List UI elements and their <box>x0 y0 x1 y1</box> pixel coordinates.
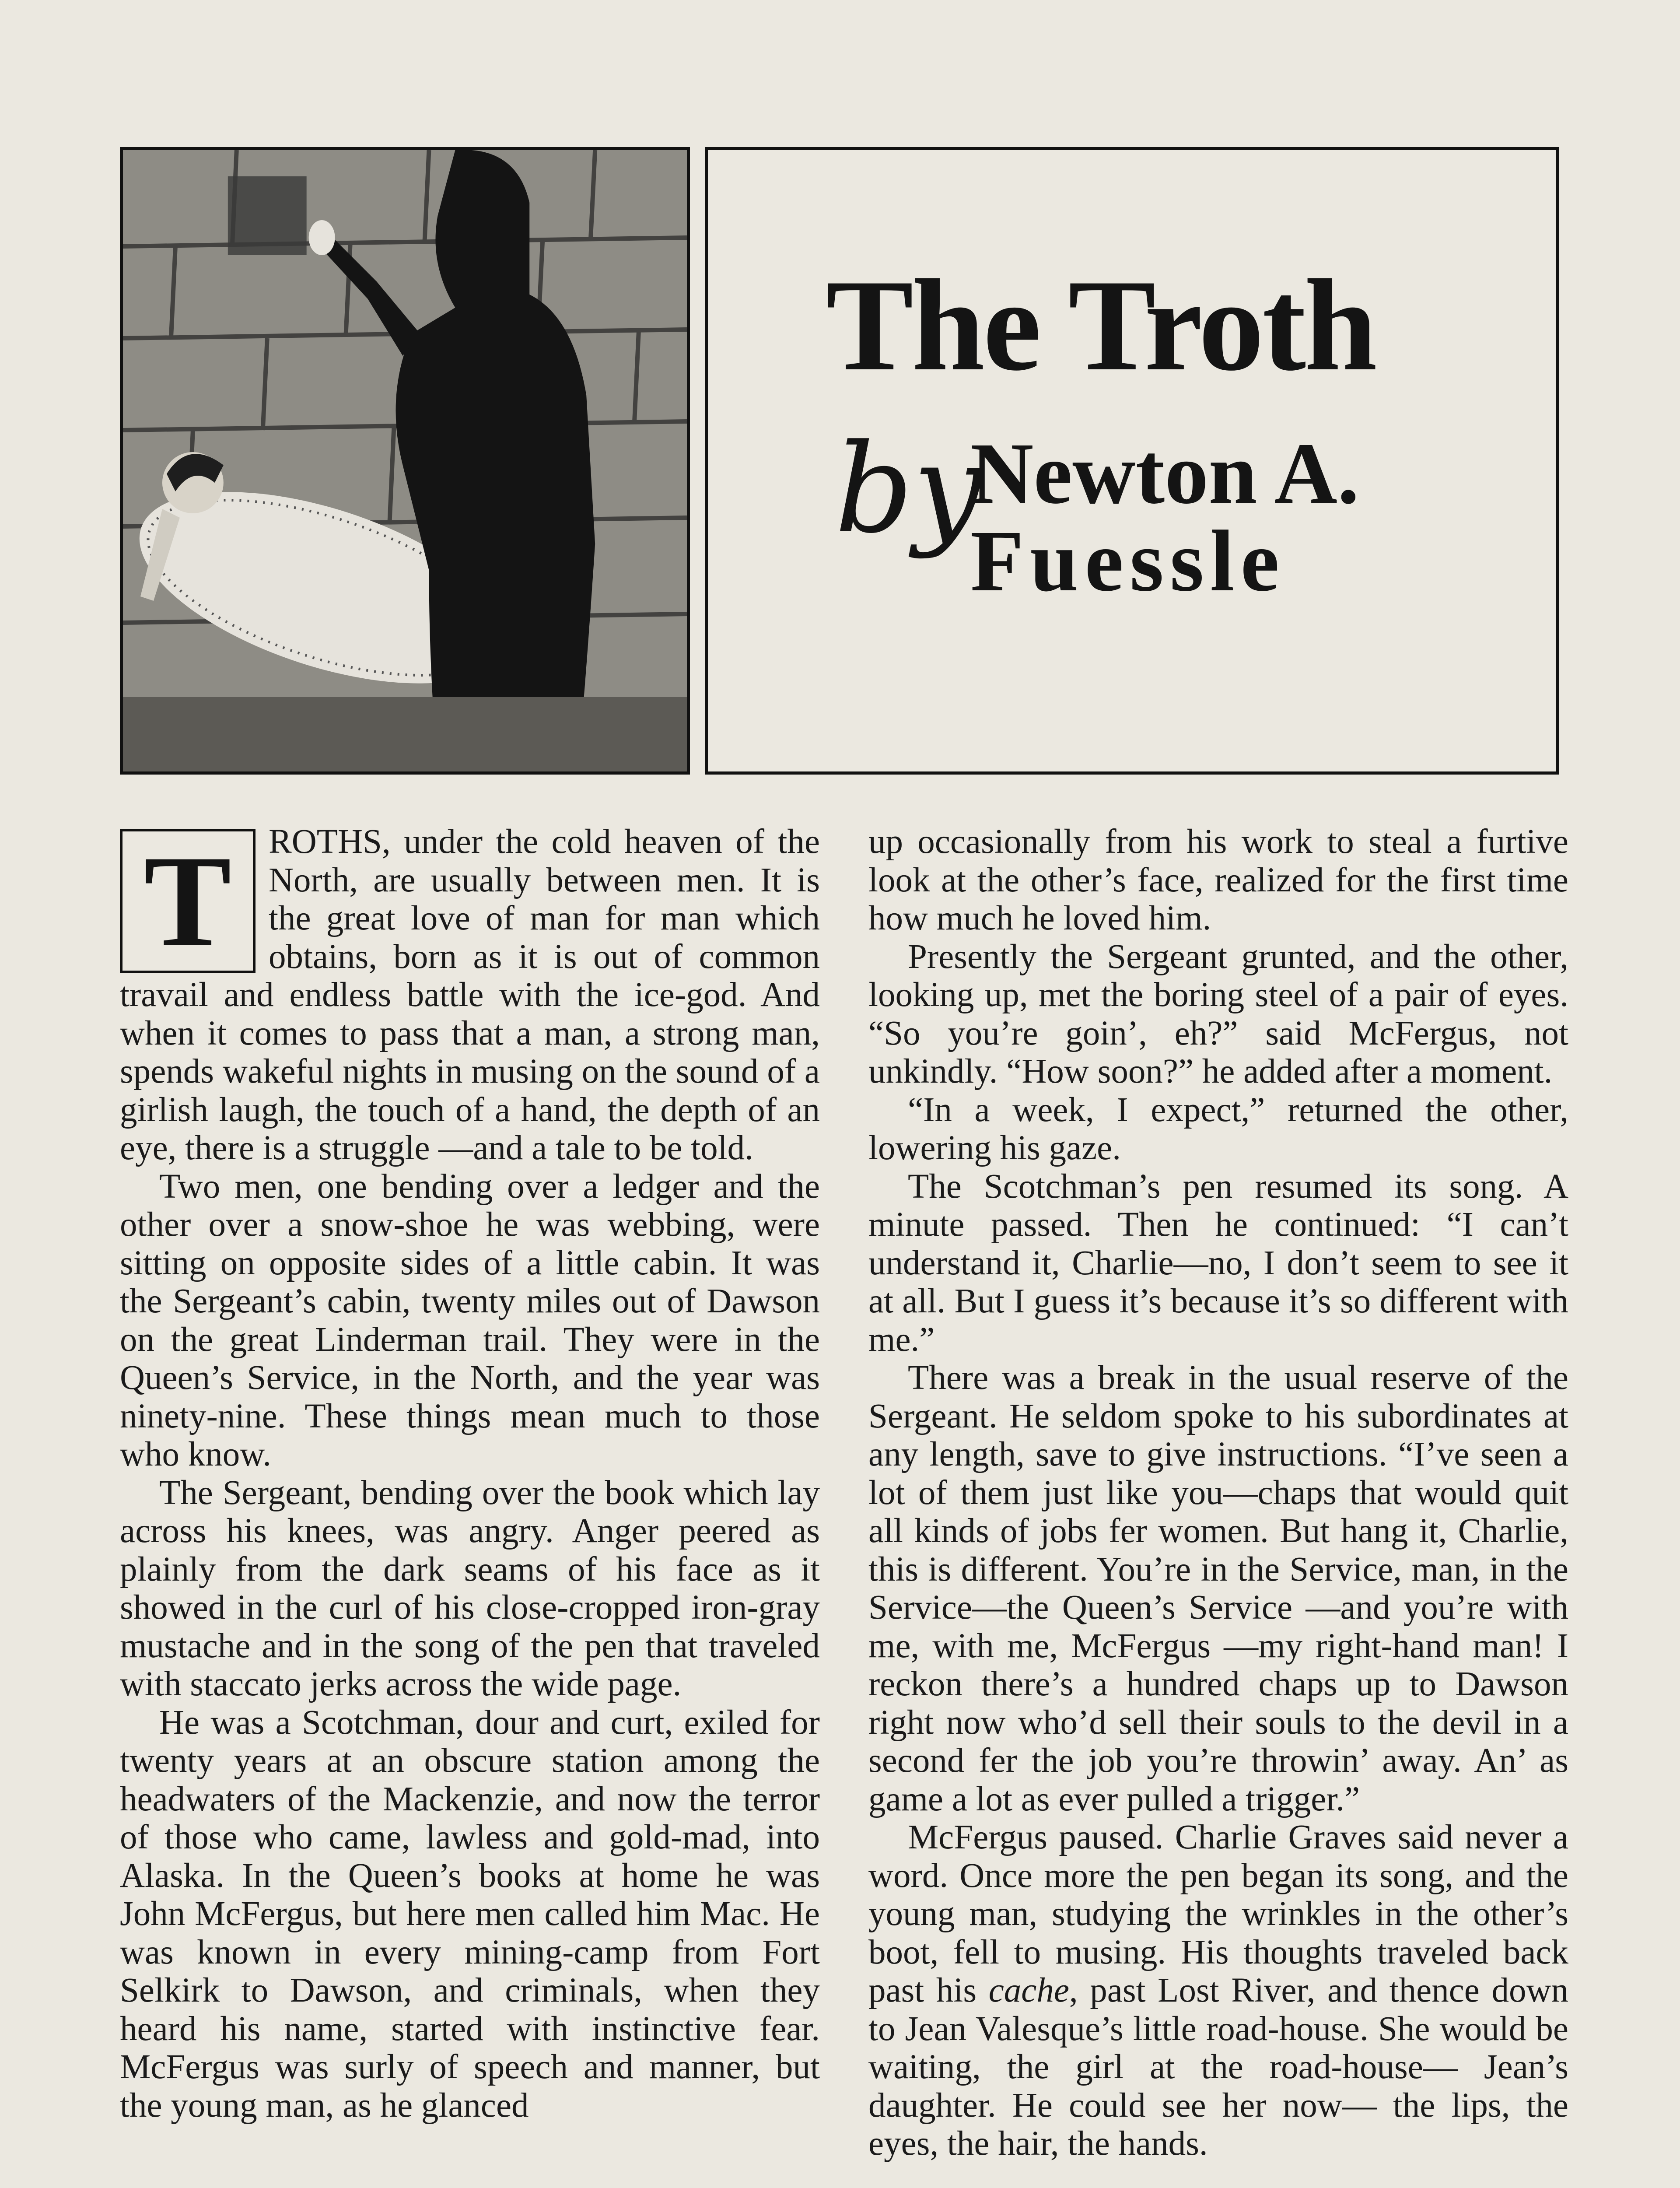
left-column <box>120 823 820 2125</box>
paragraph: up occasionally from his work to steal a furtive look at the other’s face, realized for the first time how much he loved him. <box>868 823 1568 937</box>
byline-label: by <box>835 418 983 561</box>
paragraph-text: McFergus paused. Charlie Graves said never a word. Once more the pen began its song, and the young man, studying the wrinkles in the other’s boot, fell to musing. His thoughts traveled back past his <box>868 1818 1568 2009</box>
paragraph: The Scotchman’s pen resumed its song. A minute passed. Then he continued: “I can’t understand it, Charlie—no, I don’t seem to see it at all. But I guess it’s because it’s so different with me.” <box>868 1167 1568 1359</box>
italic-word: cache <box>988 1971 1069 2009</box>
paragraph: The Sergeant, bending over the book which lay across his knees, was angry. Anger peered as plainly from the dark seams of his face as it showed in the curl of his close-cropped iron-gray mustache and in the song of the pen that traveled with staccato jerks across the wide page. <box>120 1473 820 1703</box>
author-first-name: Newton A. <box>970 425 1359 522</box>
paragraph: “In a week, I expect,” returned the other, lowering his gaze. <box>868 1090 1568 1167</box>
story-illustration <box>120 147 690 775</box>
paragraph: There was a break in the usual reserve of the Sergeant. He seldom spoke to his subordinates at any length, save to give instructions. “I’ve seen a lot of them just like you—chaps that would quit all kinds of jobs fer women. But hang it, Charlie, this is different. You’re in the Service, man, in the Service—the Queen’s Service —and you’re with me, with me, McFergus —my right-hand man! I reckon there’s a hundred chaps up to Dawson right now who’d sell their souls to the devil in a second fer the job you’re throwin’ away. An’ as game a lot as ever pulled a trigger.” <box>868 1359 1568 1818</box>
paragraph: He was a Scotchman, dour and curt, exiled for twenty years at an obscure station among the headwaters of the Mackenzie, and now the terror of those who came, lawless and gold-mad, into Alaska. In the Queen’s books at home he was John McFergus, but here men called him Mac. He was known in every mining-camp from Fort Selkirk to Dawson, and criminals, when they heard his name, started with instinctive fear. McFergus was surly of speech and manner, but the young man, as he glanced <box>120 1703 820 2125</box>
paragraph <box>120 823 820 1168</box>
paragraph: Presently the Sergeant grunted, and the other, looking up, met the boring steel of a pair of eyes. “So you’re goin’, eh?” said McFergus, not unkindly. “How soon?” he added after a moment. <box>868 937 1568 1090</box>
right-column <box>868 823 1568 2163</box>
paragraph-text: ROTHS, under the cold heaven of the North, are usually between men. It is the great love of man for man which obtains, born as it is out of common travail and endless battle with the ice-god. And when it comes to pass that a man, a strong man, spends wakeful nights in musing on the sound of a girlish laugh, the touch of a hand, the depth of an eye, there is a struggle —and a tale to be told. <box>120 823 820 1167</box>
paragraph <box>868 1818 1568 2163</box>
drop-cap: T <box>120 829 256 973</box>
story-title: The Troth <box>826 252 1376 398</box>
paragraph: Two men, one bending over a ledger and the other over a snow-shoe he was webbing, were sitting on opposite sides of a little cabin. It was the Sergeant’s cabin, twenty miles out of Dawson on the great Linderman trail. They were in the Queen’s Service, in the North, and the year was ninety-nine. These things mean much to those who know. <box>120 1167 820 1473</box>
paragraph-text: , past Lost River, and thence down to Jean Valesque’s little road-house. She would be waiting, the girl at the road-house— Jean’s daughter. He could see her now— the lips, the eyes, the hair, the hands. <box>868 1971 1569 2163</box>
author-last-name: Fuessle <box>970 513 1286 610</box>
illustration-man-standing-over-woman-icon <box>123 150 687 771</box>
title-panel <box>705 147 1559 775</box>
